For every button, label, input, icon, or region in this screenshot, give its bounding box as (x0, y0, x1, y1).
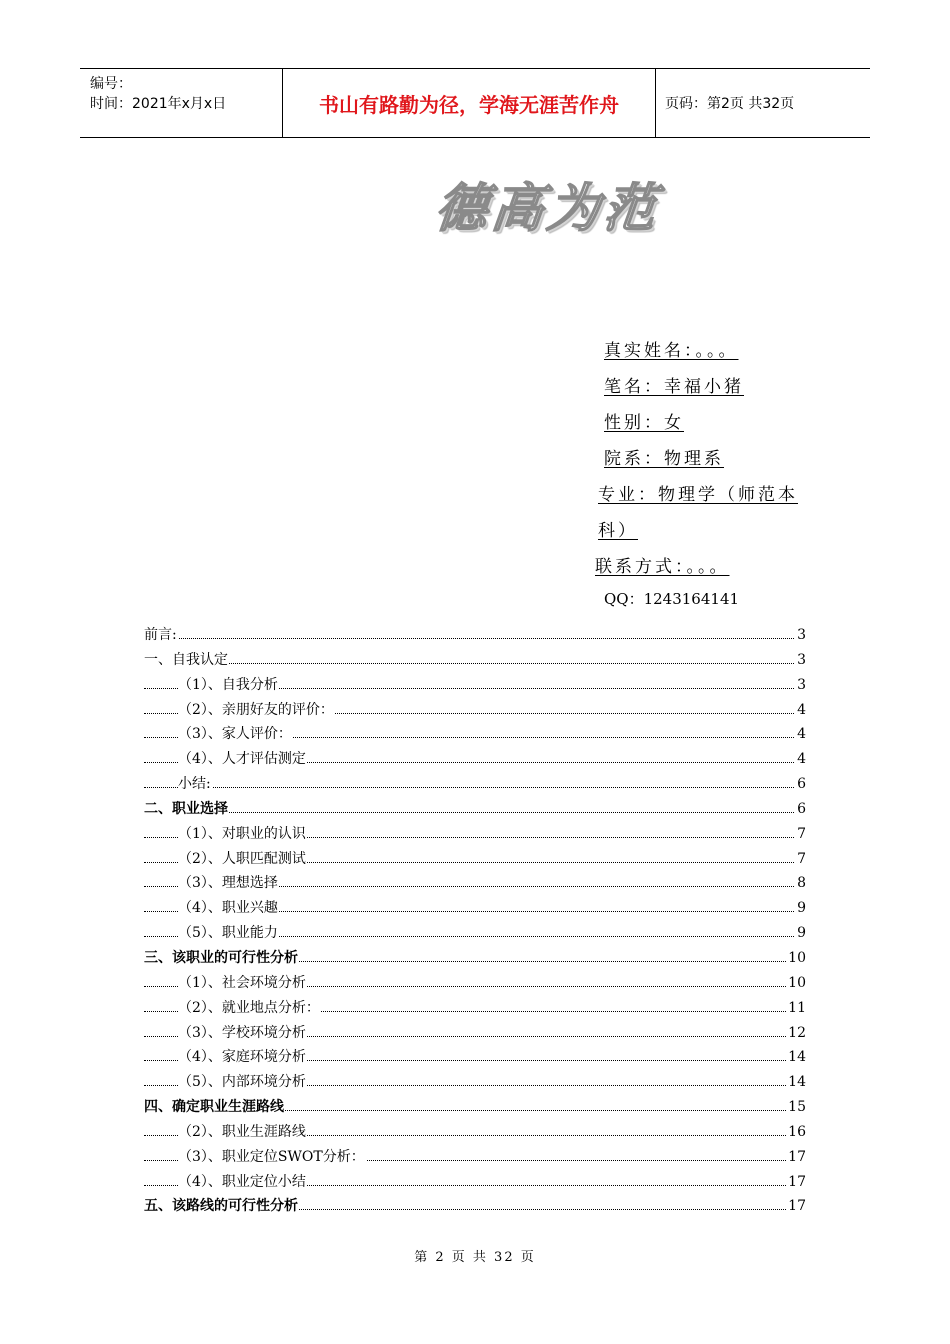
toc-entry-label: （4）、家庭环境分析 (178, 1045, 307, 1070)
toc-entry-label: （3）、学校环境分析 (178, 1021, 307, 1046)
toc-entry[interactable] (144, 1145, 806, 1170)
toc-entry-label: （1）、自我分析 (178, 673, 279, 698)
toc-entry[interactable] (144, 1120, 806, 1145)
toc-entry-page: 9 (796, 896, 806, 921)
toc-leader-dots (144, 812, 794, 813)
real-name: 真实姓名：。。。 (604, 341, 739, 361)
toc-entry[interactable] (144, 648, 806, 673)
toc-entry-page: 3 (796, 673, 806, 698)
gender: 性别：女 (604, 413, 684, 433)
toc-entry-page: 7 (796, 822, 806, 847)
toc-entry[interactable] (144, 847, 806, 872)
header-meta-cell (80, 69, 282, 137)
toc-entry[interactable] (144, 698, 806, 723)
toc-entry-label: （3）、理想选择 (178, 871, 279, 896)
toc-entry[interactable] (144, 673, 806, 698)
department: 院系：物理系 (604, 449, 724, 469)
toc-entry-label: （3）、家人评价： (178, 722, 293, 747)
table-of-contents (144, 623, 806, 1219)
toc-entry[interactable] (144, 1095, 806, 1120)
toc-entry-label: （4）、职业定位小结 (178, 1170, 307, 1195)
toc-entry-label: 二、职业选择 (144, 797, 229, 822)
toc-leader-dots (144, 787, 794, 788)
toc-entry[interactable] (144, 1045, 806, 1070)
toc-entry[interactable] (144, 871, 806, 896)
toc-entry-page: 6 (796, 797, 806, 822)
toc-entry[interactable] (144, 1070, 806, 1095)
toc-entry[interactable] (144, 722, 806, 747)
toc-entry-page: 8 (796, 871, 806, 896)
toc-entry-page: 3 (796, 648, 806, 673)
toc-entry-page: 4 (796, 698, 806, 723)
toc-entry-page: 9 (796, 921, 806, 946)
toc-entry-label: （4）、人才评估测定 (178, 747, 307, 772)
toc-entry[interactable] (144, 971, 806, 996)
number-label: 编号： (90, 76, 132, 92)
toc-entry-page: 4 (796, 747, 806, 772)
toc-entry-label: （1）、对职业的认识 (178, 822, 307, 847)
toc-entry[interactable] (144, 996, 806, 1021)
toc-entry[interactable] (144, 1021, 806, 1046)
toc-entry-label: （2）、人职匹配测试 (178, 847, 307, 872)
toc-entry-page: 14 (787, 1045, 806, 1070)
toc-leader-dots (144, 663, 794, 664)
decor-title: 德高为范 (432, 179, 663, 239)
toc-entry-page: 6 (796, 772, 806, 797)
toc-entry-label: 四、确定职业生涯路线 (144, 1095, 285, 1120)
toc-entry[interactable] (144, 772, 806, 797)
toc-entry-page: 17 (787, 1170, 806, 1195)
contact: 联系方式：。。。 (595, 557, 730, 577)
toc-entry-page: 16 (787, 1120, 806, 1145)
toc-entry[interactable] (144, 1194, 806, 1219)
toc-entry[interactable] (144, 896, 806, 921)
toc-entry-page: 7 (796, 847, 806, 872)
page-footer: 第 2 页 共 32 页 (414, 1250, 536, 1265)
toc-entry-label: （2）、职业生涯路线 (178, 1120, 307, 1145)
toc-entry-label: 五、该路线的可行性分析 (144, 1194, 299, 1219)
major-line-2: 科） (598, 521, 638, 541)
qq: QQ：1243164141 (604, 590, 740, 608)
toc-entry-page: 15 (787, 1095, 806, 1120)
toc-entry-label: 前言: (144, 623, 178, 648)
toc-entry-label: （5）、内部环境分析 (178, 1070, 307, 1095)
toc-entry-page: 17 (787, 1145, 806, 1170)
header-motto: 书山有路勤为径，学海无涯苦作舟 (282, 69, 656, 137)
toc-entry[interactable] (144, 797, 806, 822)
toc-entry[interactable] (144, 623, 806, 648)
toc-entry-label: （2）、亲朋好友的评价： (178, 698, 335, 723)
toc-entry-page: 4 (796, 722, 806, 747)
toc-entry[interactable] (144, 921, 806, 946)
toc-entry-page: 3 (796, 623, 806, 648)
major-line-1: 专业：物理学（师范本 (598, 485, 798, 505)
toc-entry[interactable] (144, 747, 806, 772)
toc-entry-page: 17 (787, 1194, 806, 1219)
toc-entry-label: （5）、职业能力 (178, 921, 279, 946)
header-page-info: 页码：第2页 共32页 (665, 96, 795, 112)
toc-entry-page: 11 (787, 996, 806, 1021)
pen-name: 笔名：幸福小猪 (604, 377, 744, 397)
toc-entry-label: （4）、职业兴趣 (178, 896, 279, 921)
toc-entry-label: （3）、职业定位SWOT分析： (178, 1145, 366, 1170)
toc-entry-label: （2）、就业地点分析： (178, 996, 321, 1021)
toc-entry-label: （1）、社会环境分析 (178, 971, 307, 996)
toc-entry-label: 一、自我认定 (144, 648, 229, 673)
toc-entry[interactable] (144, 822, 806, 847)
toc-entry-label: 小结: (178, 772, 212, 797)
toc-entry-page: 10 (787, 971, 806, 996)
toc-entry[interactable] (144, 946, 806, 971)
toc-entry[interactable] (144, 1170, 806, 1195)
toc-entry-label: 三、该职业的可行性分析 (144, 946, 299, 971)
header-table (80, 68, 870, 138)
toc-entry-page: 14 (787, 1070, 806, 1095)
time-label: 时间：2021年x月x日 (90, 96, 227, 112)
toc-entry-page: 12 (787, 1021, 806, 1046)
toc-leader-dots (144, 638, 794, 639)
toc-entry-page: 10 (787, 946, 806, 971)
